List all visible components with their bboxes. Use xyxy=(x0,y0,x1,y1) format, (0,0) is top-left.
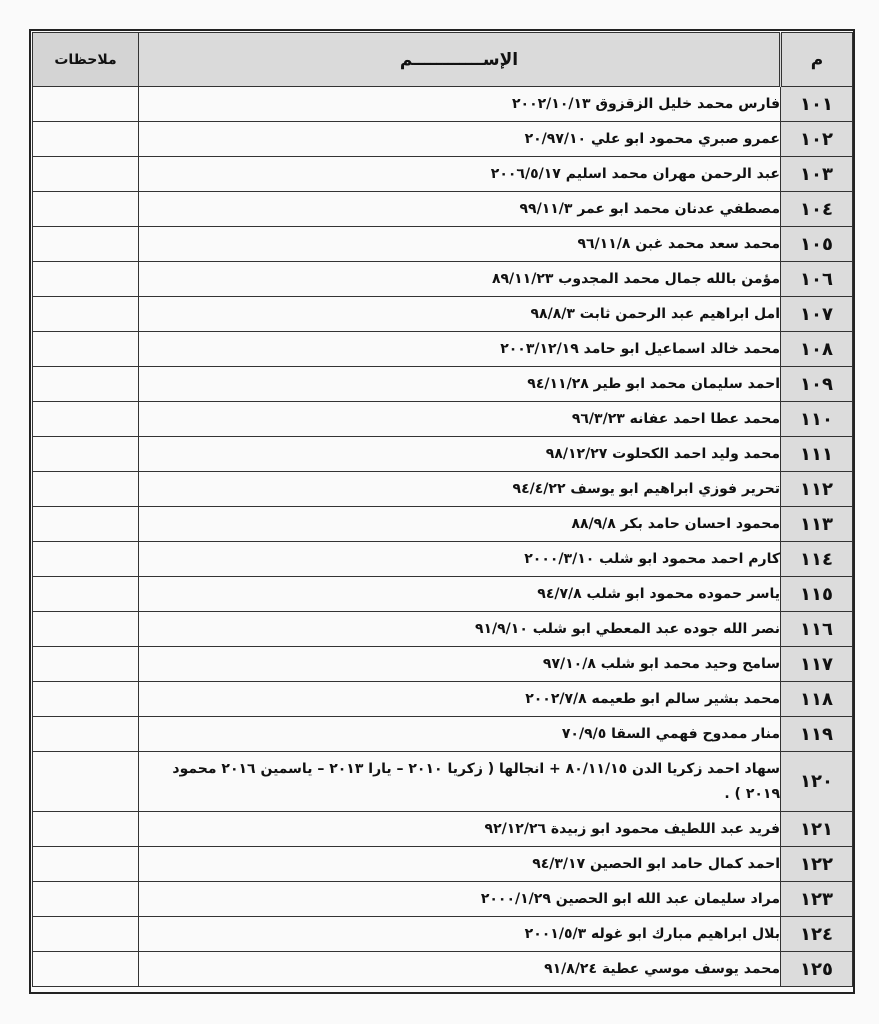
table-row xyxy=(33,612,853,647)
table-row xyxy=(33,332,853,367)
table-row xyxy=(33,542,853,577)
row-number: ١٠٣ xyxy=(781,157,853,192)
row-number: ١٢٣ xyxy=(781,882,853,917)
row-notes xyxy=(33,647,139,682)
table-row xyxy=(33,227,853,262)
row-notes xyxy=(33,612,139,647)
row-notes xyxy=(33,952,139,987)
table-row xyxy=(33,367,853,402)
row-name: امل ابراهيم عبد الرحمن ثابت ٩٨/٨/٣ xyxy=(139,297,781,332)
row-name: مصطفي عدنان محمد ابو عمر ٩٩/١١/٣ xyxy=(139,192,781,227)
row-notes xyxy=(33,717,139,752)
row-notes xyxy=(33,332,139,367)
row-number: ١٢٢ xyxy=(781,847,853,882)
table-row xyxy=(33,882,853,917)
row-notes xyxy=(33,402,139,437)
row-number: ١١٦ xyxy=(781,612,853,647)
row-notes xyxy=(33,752,139,812)
table-row xyxy=(33,87,853,122)
row-name: محمود احسان حامد بكر ٨٨/٩/٨ xyxy=(139,507,781,542)
row-notes xyxy=(33,437,139,472)
table-body xyxy=(33,87,853,987)
row-notes xyxy=(33,472,139,507)
row-notes xyxy=(33,507,139,542)
table-row xyxy=(33,402,853,437)
row-number: ١١٢ xyxy=(781,472,853,507)
row-notes xyxy=(33,917,139,952)
table-row xyxy=(33,157,853,192)
row-name: فريد عبد اللطيف محمود ابو زبيدة ٩٢/١٢/٢٦ xyxy=(139,812,781,847)
row-number: ١١٧ xyxy=(781,647,853,682)
row-name: عبد الرحمن مهران محمد اسليم ٢٠٠٦/٥/١٧ xyxy=(139,157,781,192)
table-row xyxy=(33,682,853,717)
table-row xyxy=(33,752,853,812)
table-row xyxy=(33,192,853,227)
row-name: محمد يوسف موسي عطية ٩١/٨/٢٤ xyxy=(139,952,781,987)
row-name: مؤمن بالله جمال محمد المجدوب ٨٩/١١/٢٣ xyxy=(139,262,781,297)
row-number: ١٠٥ xyxy=(781,227,853,262)
table-row xyxy=(33,647,853,682)
row-number: ١٢٠ xyxy=(781,752,853,812)
row-notes xyxy=(33,882,139,917)
row-notes xyxy=(33,847,139,882)
table-row xyxy=(33,297,853,332)
row-number: ١٢٤ xyxy=(781,917,853,952)
row-notes xyxy=(33,122,139,157)
table-row xyxy=(33,847,853,882)
table-row xyxy=(33,507,853,542)
table-row xyxy=(33,262,853,297)
row-number: ١١١ xyxy=(781,437,853,472)
row-number: ١٠٨ xyxy=(781,332,853,367)
row-name: سامح وحيد محمد ابو شلب ٩٧/١٠/٨ xyxy=(139,647,781,682)
row-name: فارس محمد خليل الزقزوق ٢٠٠٢/١٠/١٣ xyxy=(139,87,781,122)
row-notes xyxy=(33,192,139,227)
row-number: ١٠٧ xyxy=(781,297,853,332)
row-number: ١٢١ xyxy=(781,812,853,847)
row-name: عمرو صبري محمود ابو علي ٢٠/٩٧/١٠ xyxy=(139,122,781,157)
header-name xyxy=(139,33,781,87)
row-notes xyxy=(33,227,139,262)
row-number: ١١٣ xyxy=(781,507,853,542)
row-name: احمد كمال حامد ابو الحصين ٩٤/٣/١٧ xyxy=(139,847,781,882)
row-number: ١١٠ xyxy=(781,402,853,437)
row-name: محمد بشير سالم ابو طعيمه ٢٠٠٢/٧/٨ xyxy=(139,682,781,717)
row-number: ١٠١ xyxy=(781,87,853,122)
table-row xyxy=(33,812,853,847)
header-name-label: الإســــــــــــم xyxy=(399,49,519,70)
table-row xyxy=(33,472,853,507)
table-row xyxy=(33,122,853,157)
row-notes xyxy=(33,682,139,717)
row-notes xyxy=(33,297,139,332)
row-name: محمد عطا احمد عفانه ٩٦/٣/٢٣ xyxy=(139,402,781,437)
row-number: ١١٩ xyxy=(781,717,853,752)
table-header xyxy=(33,33,853,87)
row-number: ١١٤ xyxy=(781,542,853,577)
table-row xyxy=(33,952,853,987)
row-notes xyxy=(33,157,139,192)
row-notes xyxy=(33,812,139,847)
header-notes: ملاحظات xyxy=(33,33,139,87)
row-number: ١٠٩ xyxy=(781,367,853,402)
table-row xyxy=(33,917,853,952)
row-name: منار ممدوح فهمي السقا ٧٠/٩/٥ xyxy=(139,717,781,752)
row-number: ١٠٤ xyxy=(781,192,853,227)
row-name: مراد سليمان عبد الله ابو الحصين ٢٠٠٠/١/٢٩ xyxy=(139,882,781,917)
row-notes xyxy=(33,577,139,612)
row-name: سهاد احمد زكريا الدن ٨٠/١١/١٥ + انجالها ( زكريا ٢٠١٠ – يارا ٢٠١٣ – ياسمين ٢٠١٦ محمود ٢٠١٩ ) . xyxy=(139,752,781,812)
header-number: م xyxy=(781,33,853,87)
row-number: ١١٥ xyxy=(781,577,853,612)
row-notes xyxy=(33,262,139,297)
table-row xyxy=(33,577,853,612)
table-row xyxy=(33,437,853,472)
row-name: محمد سعد محمد غبن ٩٦/١١/٨ xyxy=(139,227,781,262)
row-name: تحرير فوزي ابراهيم ابو يوسف ٩٤/٤/٢٢ xyxy=(139,472,781,507)
row-name: محمد وليد احمد الكحلوت ٩٨/١٢/٢٧ xyxy=(139,437,781,472)
row-name: ياسر حموده محمود ابو شلب ٩٤/٧/٨ xyxy=(139,577,781,612)
row-name: بلال ابراهيم مبارك ابو غوله ٢٠٠١/٥/٣ xyxy=(139,917,781,952)
row-number: ١١٨ xyxy=(781,682,853,717)
row-number: ١٠٢ xyxy=(781,122,853,157)
row-notes xyxy=(33,367,139,402)
row-name: كارم احمد محمود ابو شلب ٢٠٠٠/٣/١٠ xyxy=(139,542,781,577)
row-name: احمد سليمان محمد ابو طير ٩٤/١١/٢٨ xyxy=(139,367,781,402)
row-name: نصر الله جوده عبد المعطي ابو شلب ٩١/٩/١٠ xyxy=(139,612,781,647)
row-notes xyxy=(33,87,139,122)
table-row xyxy=(33,717,853,752)
row-number: ١٢٥ xyxy=(781,952,853,987)
row-notes xyxy=(33,542,139,577)
names-table xyxy=(32,32,853,987)
row-number: ١٠٦ xyxy=(781,262,853,297)
row-name: محمد خالد اسماعيل ابو حامد ٢٠٠٣/١٢/١٩ xyxy=(139,332,781,367)
